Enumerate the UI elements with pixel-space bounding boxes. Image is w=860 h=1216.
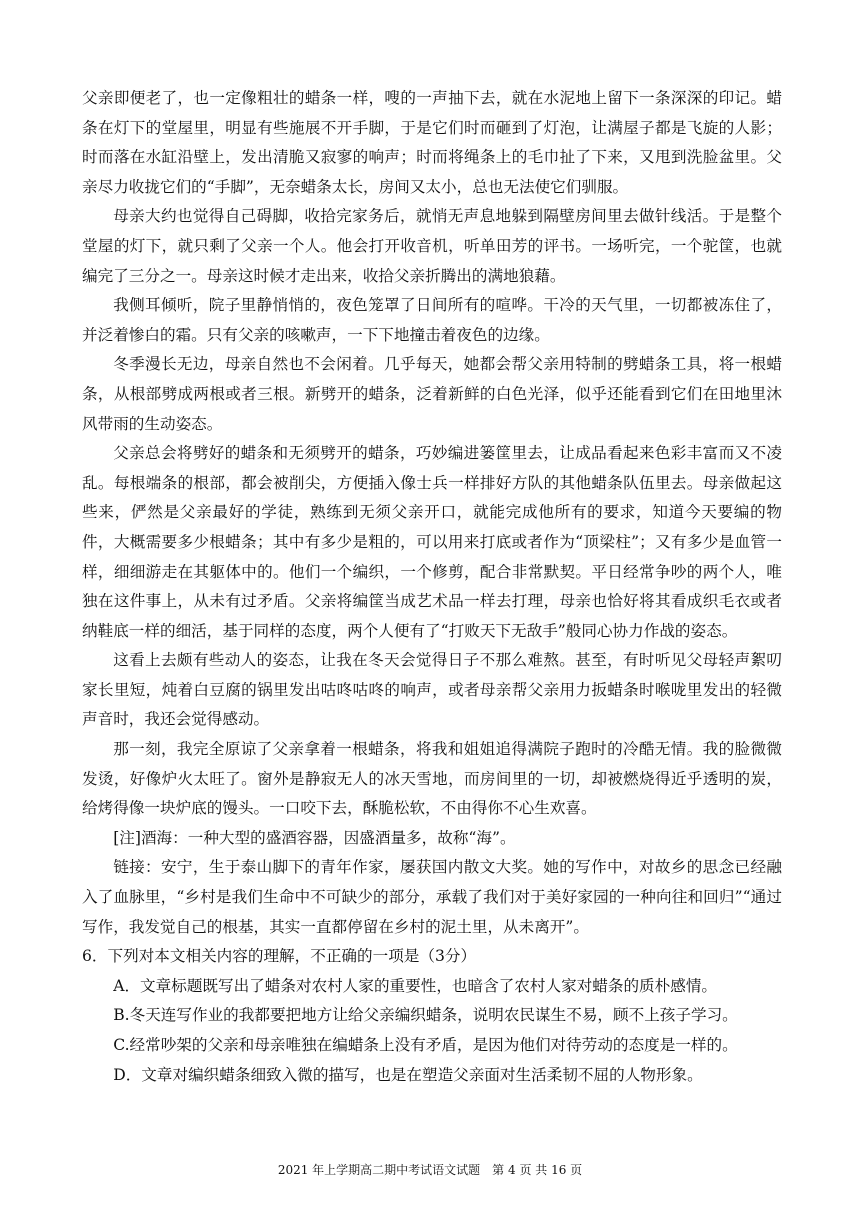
paragraph-6: 这看上去颇有些动人的姿态，让我在冬天会觉得日子不那么难熬。甚至，有时听见父母轻声絮叨家长里短，炖着白豆腐的锅里发出咕咚咕咚的响声，或者母亲帮父亲用力扳蜡条时喉咙里发出的轻微声音时，我还会觉得感动。 xyxy=(82,651,782,729)
option-b: B.冬天连写作业的我都要把地方让给父亲编织蜡条，说明农民谋生不易，顾不上孩子学习。 xyxy=(113,1006,738,1025)
question-stem: 6．下列对本文相关内容的理解，不正确的一项是（3分） xyxy=(82,947,477,966)
option-a: A．文章标题既写出了蜡条对农村人家的重要性，也暗含了农村人家对蜡条的质朴感情。 xyxy=(113,976,718,995)
paragraph-4: 冬季漫长无边，母亲自然也不会闲着。几乎每天，她都会帮父亲用特制的劈蜡条工具，将一根蜡条，从根部劈成两根或者三根。新劈开的蜡条，泛着新鲜的白色光泽，似乎还能看到它们在田地里沐风带雨的生动姿态。 xyxy=(82,355,782,433)
option-d: D．文章对编织蜡条细致入微的描写，也是在塑造父亲面对生活柔韧不屈的人物形象。 xyxy=(113,1065,703,1084)
paragraph-1: 父亲即便老了，也一定像粗壮的蜡条一样，嗖的一声抽下去，就在水泥地上留下一条深深的印记。蜡条在灯下的堂屋里，明显有些施展不开手脚，于是它们时而砸到了灯泡，让满屋子都是飞旋的人影；时而落在水缸沿壁上，发出清脆又寂寥的响声；时而将绳条上的毛巾扯了下来，又甩到洗脸盆里。父亲尽力收拢它们的“手脚”，无奈蜡条太长，房间又太小，总也无法使它们驯服。 xyxy=(82,89,782,196)
page-footer: 2021 年上学期高二期中考试语文试题 第 4 页 共 16 页 xyxy=(277,1163,583,1177)
paragraph-7: 那一刻，我完全原谅了父亲拿着一根蜡条，将我和姐姐追得满院子跑时的冷酷无情。我的脸微微发烫，好像炉火太旺了。窗外是静寂无人的冰天雪地，而房间里的一切，却被燃烧得近乎透明的炭，给烤得像一块炉底的馒头。一口咬下去，酥脆松软，不由得你不心生欢喜。 xyxy=(82,740,782,818)
option-c: C.经常吵架的父亲和母亲唯独在编蜡条上没有矛盾，是因为他们对待劳动的态度是一样的。 xyxy=(113,1036,738,1054)
annotation-note: [注]酒海：一种大型的盛酒容器，因盛酒量多，故称“海”。 xyxy=(113,828,516,847)
passage-content xyxy=(82,84,782,1090)
paragraph-3: 我侧耳倾听，院子里静悄悄的，夜色笼罩了日间所有的喧哗。干冷的天气里，一切都被冻住了，并泛着惨白的霜。只有父亲的咳嗽声，一下下地撞击着夜色的边缘。 xyxy=(82,296,782,344)
author-link: 链接：安宁，生于泰山脚下的青年作家，屡获国内散文大奖。她的写作中，对故乡的思念已经融入了血脉里，“乡村是我们生命中不可缺少的部分，承载了我们对于美好家园的一种向往和回归”“通过写作，我发觉自己的根基，其实一直都停留在乡村的泥土里，从未离开”。 xyxy=(82,858,782,936)
paragraph-2: 母亲大约也觉得自己碍脚，收拾完家务后，就悄无声息地躲到隔壁房间里去做针线活。于是整个堂屋的灯下，就只剩了父亲一个人。他会打开收音机，听单田芳的评书。一场听完，一个驼筐，也就编完了三分之一。母亲这时候才走出来，收拾父亲折腾出的满地狼藉。 xyxy=(82,207,782,285)
paragraph-5: 父亲总会将劈好的蜡条和无须劈开的蜡条，巧妙编进篓筐里去，让成品看起来色彩丰富而又不凌乱。每根端条的根部，都会被削尖，方便插入像士兵一样排好方队的其他蜡条队伍里去。母亲做起这些来，俨然是父亲最好的学徒，熟练到无须父亲开口，就能完成他所有的要求，知道今天要编的物件，大概需要多少根蜡条；其中有多少是粗的，可以用来打底或者作为“顶梁柱”；又有多少是血管一样，细细游走在其躯体中的。他们一个编织，一个修剪，配合非常默契。平日经常争吵的两个人，唯独在这件事上，从未有过矛盾。父亲将编筐当成艺术品一样去打理，母亲也恰好将其看成织毛衣或者纳鞋底一样的细活，基于同样的态度，两个人便有了“打败天下无敌手”般同心协力作战的姿态。 xyxy=(82,444,782,640)
